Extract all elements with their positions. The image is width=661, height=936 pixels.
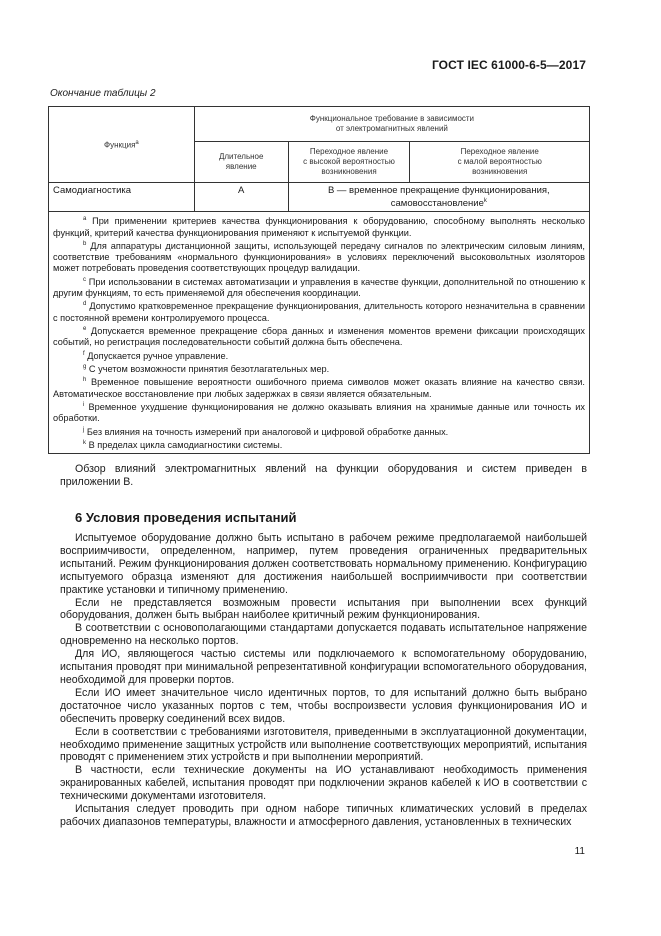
table-caption: Окончание таблицы 2	[50, 88, 156, 99]
footnote: $^h$ Временное повышение вероятности ошибочного приема символов может оказать влияние на качество связи. Автоматическое восстановление при любых задержках в связи является обязательным.	[53, 377, 585, 399]
requirements-table	[48, 106, 590, 454]
header-function: Функция$^a$	[49, 107, 195, 183]
header-transient-high: Переходное явление с высокой вероятностью возникновения	[288, 142, 410, 183]
header-group: Функциональное требование в зависимости от электромагнитных явлений	[194, 107, 589, 142]
footnote: $^a$ При применении критериев качества функционирования к оборудованию, способному выполнять несколько функций, критерий качества функционирования применяют к испытуемой функции.	[53, 216, 585, 238]
paragraph: Для ИО, являющегося частью системы или подключаемого к вспомогательному оборудованию, испытания проводят при минимальной репрезентативной конфигурации вспомогательного оборудования, необходимой для проверки портов.	[60, 648, 587, 686]
footnote: $^d$ Допустимо кратковременное прекращение функционирования, длительность которого незначительна в сравнении с постоянной времени контролируемого процесса.	[53, 301, 585, 323]
cell-continuous: A	[194, 183, 288, 212]
page-number: 11	[574, 846, 585, 857]
standard-designation: ГОСТ IEC 61000-6-5—2017	[431, 58, 586, 72]
footnotes	[49, 212, 590, 454]
footnote: $^e$ Допускается временное прекращение сбора данных и изменения моментов времени фиксации происходящих событий, но регистрация последовательности событий должна быть обеспечена.	[53, 326, 585, 348]
paragraph: Если не представляется возможным провести испытания при выполнении всех функций оборудования, должен быть выбран наиболее критичный режим функционирования.	[60, 596, 587, 622]
paragraph: Если в соответствии с требованиями изготовителя, приведенными в эксплуатационной документации, необходимо применение защитных устройств или выполнение соответствующих мероприятий, испытания проводят с применением этих устройств и при выполнении мероприятий.	[60, 725, 587, 764]
footnote: $^c$ При использовании в системах автоматизации и управления в качестве функции, дополнительной по отношению к другим функциям, то есть применяемой для обеспечения координации.	[53, 276, 585, 299]
footnote: $^k$ В пределах цикла самодиагностики системы.	[83, 440, 283, 451]
footnote: $^b$ Для аппаратуры дистанционной защиты, использующей передачу сигналов по электрическим силовым линиям, соответствие требованиям «нормального функционирования» в условиях переключений высоковольтных изоляторов может потребовать проведения соответствующих процедур валидации.	[53, 240, 585, 274]
header-transient-low: Переходное явление с малой вероятностью возникновения	[410, 142, 590, 183]
footnote: $^f$ Допускается ручное управление.	[83, 350, 229, 361]
footnote-mark: a	[135, 140, 139, 147]
cell-function: Самодиагностика	[49, 183, 195, 212]
annex-reference-paragraph: Обзор влияний электромагнитных явлений на функции оборудования и систем приведен в приложении В.	[60, 463, 587, 488]
paragraph: Испытуемое оборудование должно быть испытано в рабочем режиме предполагаемой наибольшей восприимчивости, определенном, например, путем проведения ограниченных предварительных испытаний. Режим функционирования должен соответствовать нормальному применению. Конфигурацию испытуемого образца изменяют для достижения наибольшей восприимчивости при соответствии практике установки и типичному применению.	[60, 532, 587, 596]
cell-transient: В — временное прекращение функционирования, самовосстановление$^k$	[288, 183, 589, 212]
paragraph: В соответствии с основополагающими стандартами допускается подавать испытательное напряжение одновременно на несколько портов.	[60, 622, 587, 648]
paragraph: Испытания следует проводить при одном наборе типичных климатических условий в пределах рабочих диапазонов температуры, влажности и атмосферного давления, установленных в технических	[60, 803, 587, 828]
section-body	[60, 532, 587, 829]
header-continuous: Длительное явление	[194, 142, 288, 183]
table-row	[49, 183, 590, 212]
paragraph: В частности, если технические документы на ИО устанавливают необходимость применения экранированных кабелей, испытания проводят при подключении экранов кабелей к ИО в соответствии с техническими документами изготовителя.	[60, 764, 587, 803]
footnote: $^i$ Временное ухудшение функционирования не должно оказывать влияния на хранимые данные или точность их обработки.	[53, 402, 585, 424]
section-heading: 6 Условия проведения испытаний	[75, 510, 297, 525]
paragraph: Если ИО имеет значительное число идентичных портов, то для испытаний должно быть выбрано достаточное число указанных портов с тем, чтобы воспроизвести условия функционирования ИО и обеспечить проверку соединений всех видов.	[60, 686, 587, 725]
footnote: $^g$ С учетом возможности принятия безотлагательных мер.	[83, 364, 330, 375]
footnote: $^j$ Без влияния на точность измерений при аналоговой и цифровой обработке данных.	[83, 426, 449, 437]
